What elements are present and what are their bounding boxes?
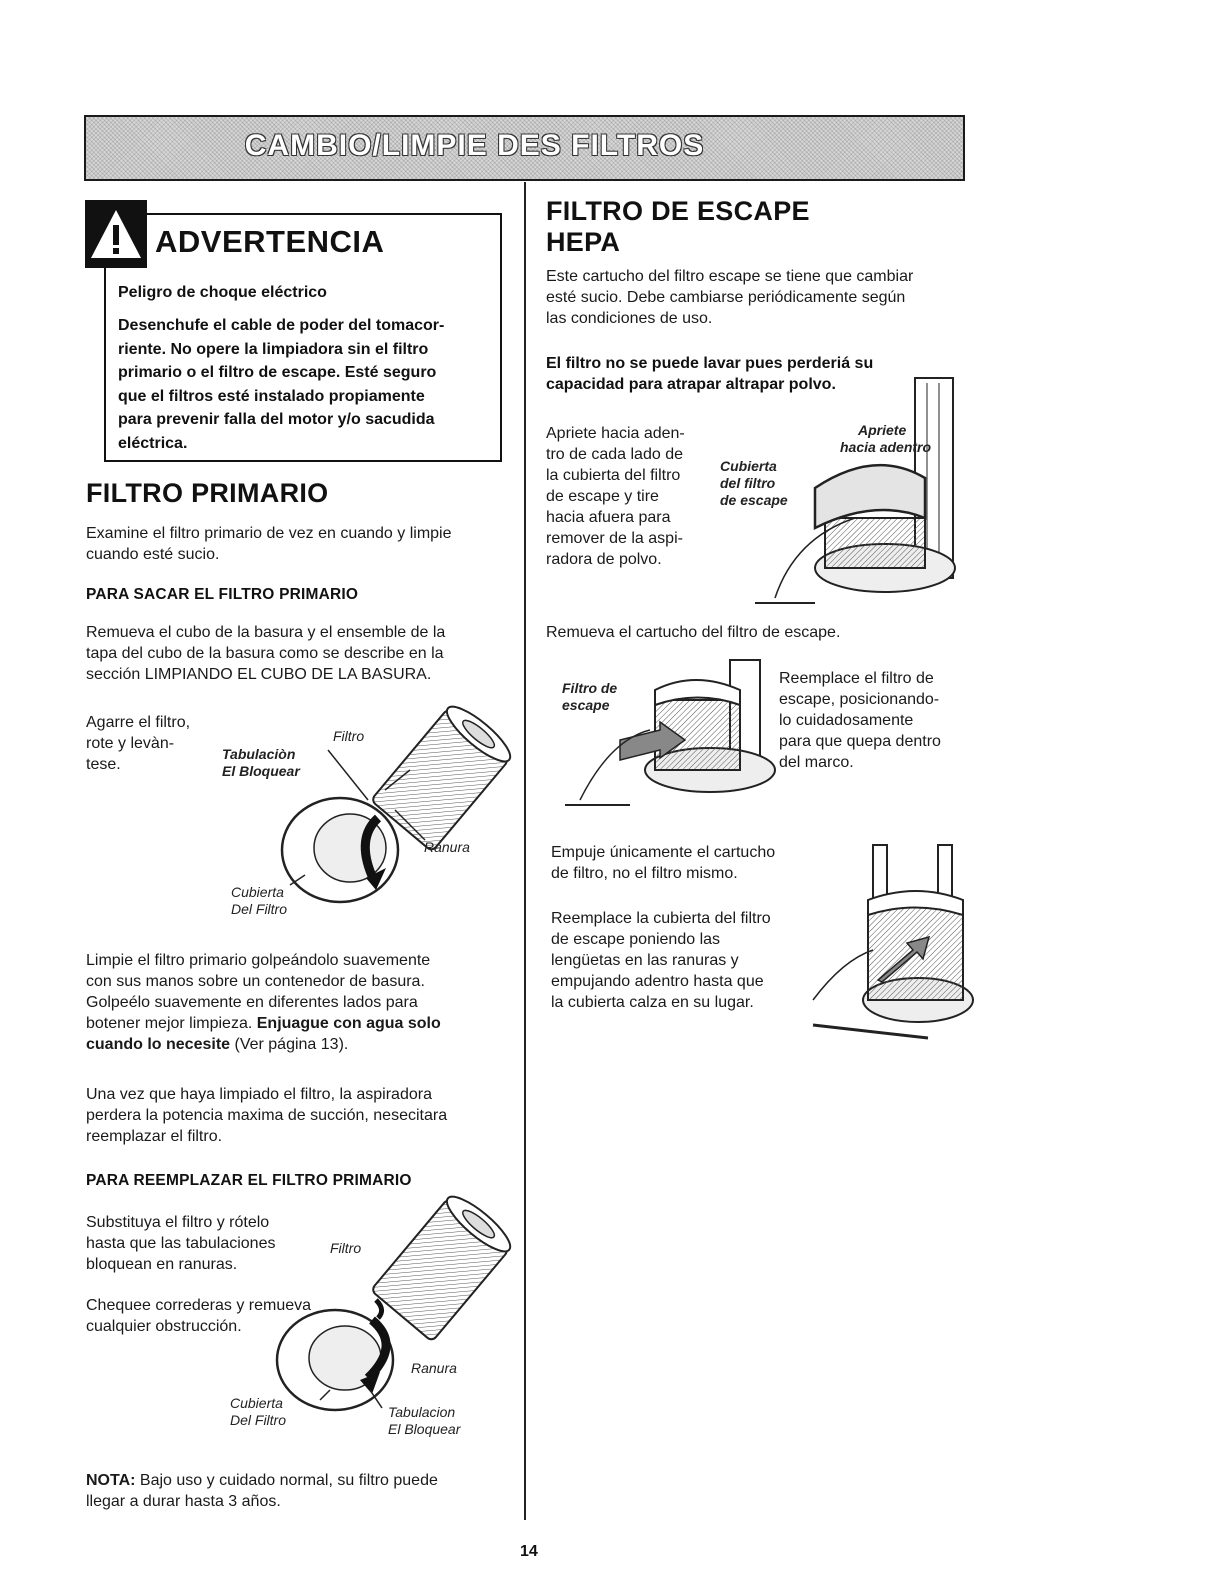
section-banner [84, 115, 965, 181]
grab-text [86, 712, 190, 775]
label-line: del filtro [720, 475, 776, 491]
remove-cartridge-text: Remueva el cartucho del filtro de escape. [546, 624, 841, 641]
text-line: Una vez que haya limpiado el filtro, la aspiradora [86, 1086, 432, 1103]
fig1-cover-label [231, 884, 287, 918]
warning-body [118, 314, 488, 455]
text-line [86, 1470, 438, 1491]
nota-label: NOTA: [86, 1472, 136, 1489]
text-line: reemplazar el filtro. [86, 1128, 223, 1145]
fig1-ranura-label: Ranura [424, 839, 470, 855]
text-line: de escape y tire [546, 488, 659, 505]
text-line: con sus manos sobre un contenedor de basura. [86, 973, 425, 990]
fig2-ranura-label: Ranura [411, 1360, 457, 1376]
text-line: para que quepa dentro [779, 733, 941, 750]
warning-line: riente. No opere la limpiadora sin el filtro [118, 340, 429, 358]
text-line: cualquier obstrucción. [86, 1318, 242, 1335]
label-line: Cubierta [231, 884, 284, 900]
heading-line: FILTRO DE ESCAPE [546, 196, 810, 226]
text-line: perdera la potencia maxima de succión, nesecitara [86, 1107, 448, 1124]
text-line: Chequee correderas y remueva [86, 1297, 312, 1314]
text-line: hasta que las tabulaciones [86, 1235, 276, 1252]
text-line: radora de polvo. [546, 551, 662, 568]
label-line: hacia adentro [840, 439, 932, 455]
warning-line: eléctrica. [118, 434, 188, 452]
warning-title: ADVERTENCIA [155, 224, 385, 259]
remove-heading: PARA SACAR EL FILTRO PRIMARIO [86, 586, 359, 603]
push-text [551, 842, 775, 884]
text-line: la cubierta calza en su lugar. [551, 994, 754, 1011]
text-line: de filtro, no el filtro mismo. [551, 865, 738, 882]
replace-heading: PARA REEMPLAZAR EL FILTRO PRIMARIO [86, 1172, 412, 1189]
text-line: las condiciones de uso. [546, 310, 713, 327]
label-line: escape [562, 697, 610, 713]
label-line: Tabulaciòn [222, 746, 296, 762]
warning-line: que el filtros esté instalado propiamente [118, 387, 425, 405]
text-line: bloquean en ranuras. [86, 1256, 238, 1273]
text-line: remover de la aspi- [546, 530, 683, 547]
text-line: Este cartucho del filtro escape se tiene que cambiar [546, 268, 914, 285]
label-line: de escape [720, 492, 788, 508]
label-line: Tabulacion [388, 1404, 456, 1420]
fig2-tab-label [388, 1404, 460, 1438]
text-line: cuando esté sucio. [86, 546, 220, 563]
text-line: Examine el filtro primario de vez en cuando y limpie [86, 525, 452, 542]
warning-line: primario o el filtro de escape. Esté seguro [118, 364, 437, 381]
text-line: empujando adentro hasta que [551, 973, 764, 990]
label-line: Del Filtro [231, 901, 288, 917]
text-line [86, 1034, 441, 1055]
hepa-heading [546, 196, 810, 258]
fig2-cover-label [230, 1395, 286, 1429]
nota-text [86, 1470, 438, 1512]
primary-intro [86, 523, 452, 565]
heading-line: HEPA [546, 227, 621, 257]
text-line: Reemplace el filtro de [779, 670, 934, 687]
text-line: de escape poniendo las [551, 931, 721, 948]
label-line: Cubierta [230, 1395, 283, 1411]
bold-run: Enjuague con agua solo [256, 1015, 441, 1032]
text-line: la cubierta del filtro [546, 467, 681, 484]
text-line: Reemplace la cubierta del filtro [551, 910, 771, 927]
primary-filter-replace-illustration [260, 1200, 510, 1430]
label-line: Cubierta [720, 458, 777, 474]
text-line: Remueva el cubo de la basura y el ensemble de la [86, 624, 446, 641]
hepa-intro [546, 266, 913, 329]
text-run: botener mejor limpieza. [86, 1015, 257, 1032]
column-divider [524, 182, 526, 1520]
text-line: tro de cada lado de [546, 446, 683, 463]
fig1-filter-label: Filtro [333, 728, 365, 744]
fig4-filter-label [562, 680, 617, 714]
replace-cover-text [551, 908, 771, 1013]
replace-text [86, 1212, 275, 1275]
text-run: Bajo uso y cuidado normal, su filtro puede [135, 1472, 438, 1489]
cartridge-push-illustration [808, 840, 973, 1050]
remove-text [86, 622, 445, 685]
label-line: El Bloquear [222, 763, 300, 779]
text-line: lengüetas en las ranuras y [551, 952, 739, 969]
label-line: Filtro de [562, 680, 618, 696]
text-line: sección LIMPIANDO EL CUBO DE LA BASURA. [86, 666, 432, 683]
text-line: Empuje únicamente el cartucho [551, 844, 776, 861]
warning-triangle-icon [85, 200, 147, 268]
clean-text [86, 950, 441, 1055]
label-line: Del Filtro [230, 1412, 287, 1428]
text-line: Substituya el filtro y rótelo [86, 1214, 270, 1231]
text-line: tese. [86, 756, 121, 773]
bold-run: cuando lo necesite [86, 1036, 231, 1053]
text-line: rote y levàn- [86, 735, 175, 752]
fig3-press-label [840, 422, 931, 456]
fig1-tab-label [222, 746, 300, 780]
text-line: capacidad para atrapar altrapar polvo. [546, 376, 836, 393]
warning-line: para prevenir falla del motor y/o sacudida [118, 411, 435, 428]
note-text [86, 1084, 447, 1147]
warning-icon-panel [85, 200, 147, 268]
text-line: tapa del cubo de la basura como se describe en la [86, 645, 444, 662]
primary-heading: FILTRO PRIMARIO [86, 478, 329, 508]
fig3-cover-label [720, 458, 788, 509]
replace-filter-text [779, 668, 941, 773]
text-line [86, 1013, 441, 1034]
warning-subtitle: Peligro de choque eléctrico [118, 284, 327, 301]
page-number: 14 [520, 1543, 538, 1560]
text-line: lo cuidadosamente [779, 712, 914, 729]
banner-title: CAMBIO/LIMPIE DES FILTROS [244, 129, 705, 162]
label-line: Apriete [858, 422, 907, 438]
text-line: escape, posicionando- [779, 691, 940, 708]
text-line: hacia afuera para [546, 509, 671, 526]
text-line: El filtro no se puede lavar pues perderiá su [546, 355, 874, 372]
press-text [546, 423, 685, 570]
text-line: Agarre el filtro, [86, 714, 191, 731]
text-line: del marco. [779, 754, 854, 771]
text-line: Golpeélo suavemente en diferentes lados para [86, 994, 418, 1011]
text-line: esté sucio. Debe cambiarse periódicamente según [546, 289, 906, 306]
text-run: (Ver página 13). [230, 1036, 349, 1053]
text-line: llegar a durar hasta 3 años. [86, 1493, 281, 1510]
text-line: Apriete hacia aden- [546, 425, 685, 442]
fig2-filter-label: Filtro [330, 1240, 362, 1256]
text-line: Limpie el filtro primario golpeándolo suavemente [86, 952, 431, 969]
warning-line: Desenchufe el cable de poder del tomacor- [118, 317, 445, 334]
label-line: El Bloquear [388, 1421, 461, 1437]
